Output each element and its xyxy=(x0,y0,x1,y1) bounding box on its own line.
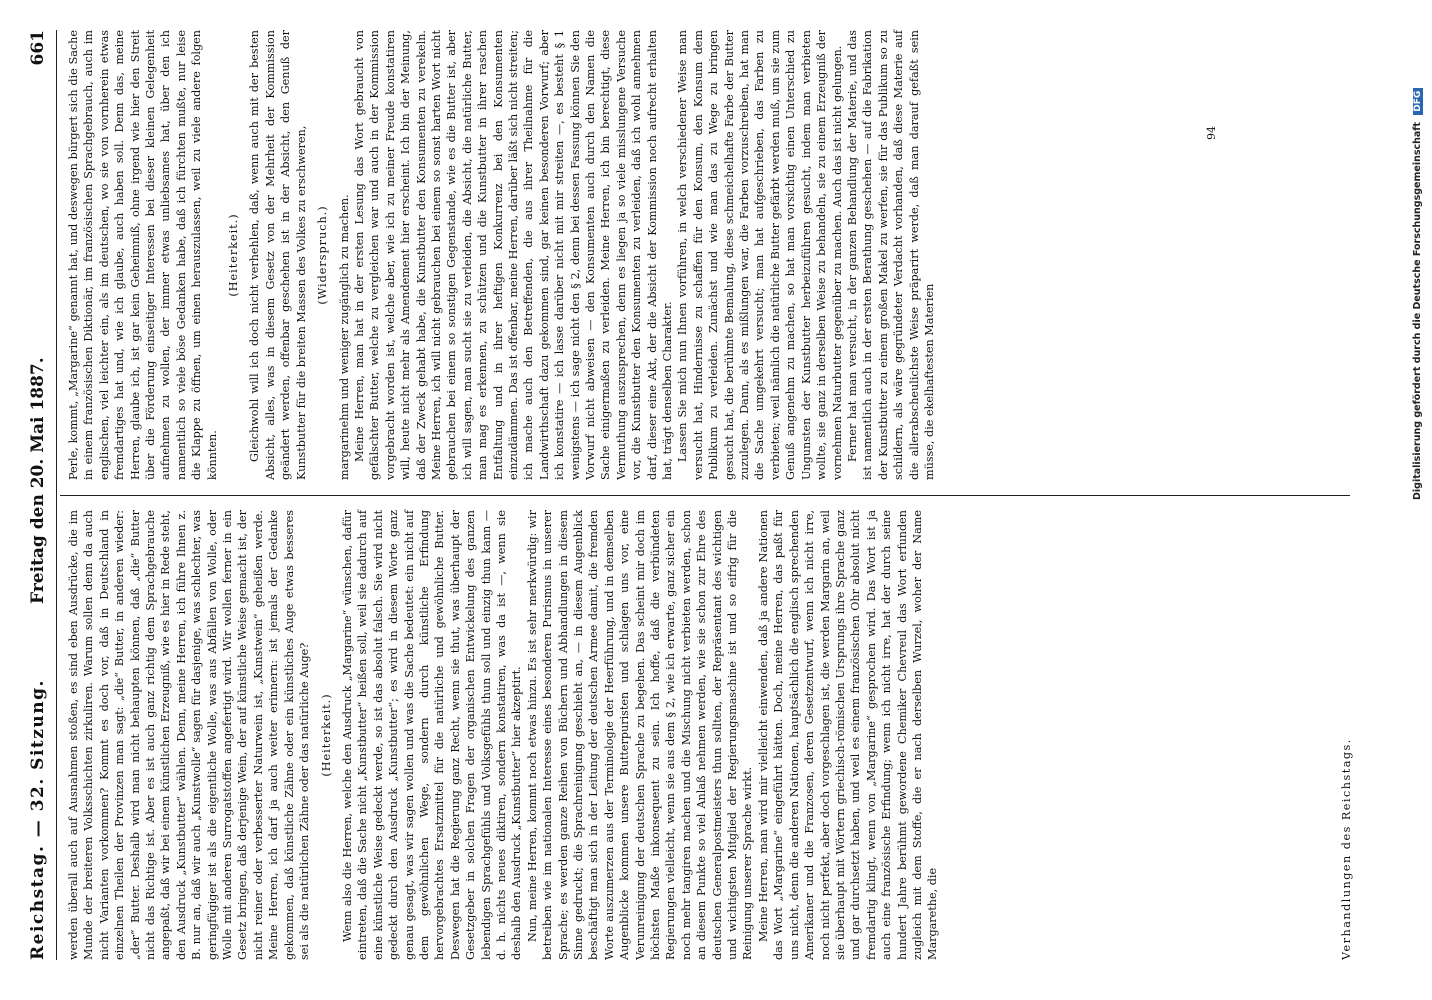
paragraph: Nun, meine Herren, kommt noch etwas hinzu. Es ist sehr merkwürdig: wir betreiben wie im nationalen Interesse eines besonderen Purismus in unserer Sprache; es werden ganze Reihen von Büchern und Abhandlungen in diesem Sinne gedruckt; die Sprachreinigung geschieht an, — in diesem Augenblick beschäftigt man sich in der Leitung der deutschen Armee damit, die fremden Worte auszumerzen aus der Terminologie der Heerführung, und in demselben Augenblicke kommen unsere Butterpuristen und schlagen uns vor, eine Verunreinigung der deutschen Sprache zu begehen. Das scheint mir doch im höchsten Maße inkonsequent zu sein. Ich hoffe, daß die verbündeten Regierungen vielleicht, wenn sie aus dem § 2, wie ich erwarte, ganz sicher ein noch mehr tangiren machen und die Mischung nicht verbieten werden, schon an diesem Punkte so viel Anlaß nehmen werden, wie sie schon zur Ehre des deutschen Generalpostmeisters thun sollten, der Repräsentant des wichtigen und wichtigsten Mitglied der Regierungsmaschine ist und so eifrig für die Reinigung unserer Sprache wirkt. xyxy=(525,510,755,960)
digitization-credit xyxy=(1412,0,1432,500)
dfg-logo: DFG xyxy=(1413,88,1423,115)
paragraph: Lassen Sie mich nun Ihnen vorführen, in welch verschiedener Weise man versucht hat, Hindernisse zu schaffen für den Konsum, den Konsum dem Publikum zu verleiden. Zunächst und wie man das zu Wege zu bringen gesucht hat, die berühmte Bemalung, diese schmeichelhafte Farbe der Butter zuzulegen. Dann, als es mißlungen war, die Farben vorzuschreiben, hat man die Sache umgekehrt versucht; man hat aufgeschrieben, das Farben zu verbieten; weil nämlich die natürliche Butter gefärbt werden muß, um sie zum Genuß angenehm zu machen, so hat man vorsichtig einen Unterschied zu Ungunsten der Kunstbutter herbeizuführen gesucht, indem man verbieten wollte, sie ganz in derselben Weise zu behandeln, sie zu einem Erzeugniß der vornehmen Naturbutter gegenüber zu machen. Auch das ist nicht gelungen. xyxy=(676,30,844,480)
credit-text: Digitalisierung gefördert durch die Deutsche Forschungsgemeinschaft xyxy=(1412,122,1423,500)
header-rule xyxy=(56,30,57,960)
sheet-signature: 94 xyxy=(1205,126,1218,140)
paragraph: Gleichwohl will ich doch nicht verhehlen, daß, wenn auch mit der besten Absicht, alles, was in diesem Gesetz von der Mehrheit der Kommission geändert werden, offenbar geschehen ist in der Absicht, den Genuß der Kunstbutter für die breiten Massen des Volkes zu erschweren, xyxy=(248,30,308,480)
footer-publication: Verhandlungen des Reichstags. xyxy=(1340,738,1353,960)
stage-direction: (Widerspruch.) xyxy=(316,205,330,305)
paragraph: Perle, kommt, „Margarine“ genannt hat, und deswegen bürgert sich die Sache in einem französischen Diktionär, im französischen Sprachgebrauch, auch im englischen, viel leichter ein, als im deutschen, wo sie von vornherein etwas fremdartiges hat und, wie ich glaube, auch haben soll. Denn das, meine Herren, glaube ich, ist gar kein Geheimniß, ohne irgend wie hier den Streit über die Förderung einseitiger Interessen bei dieser kleinen Gelegenheit aufnehmen zu wollen, der immer etwas unliebsames hat, über den ich namentlich so viele böse Gedanken habe, daß ich fürchten mußte, nur leise die Klappe zu öffnen, um einen herauszulassen, weil zu viele andere folgen könnten. xyxy=(67,30,219,480)
paragraph: Wenn also die Herren, welche den Ausdruck „Margarine“ wünschen, dafür eintreten, daß die Sache nicht „Kunstbutter“ heißen soll, weil sie dadurch auf eine künstliche Weise gedeckt werde, so ist das absolut falsch. Sie wird nicht gedeckt durch den Ausdruck „Kunstbutter“; es wird in diesem Worte ganz genau gesagt, was wir sagen wollen und was die Sache bedeutet: ein nicht auf dem gewöhnlichen Wege, sondern durch künstliche Erfindung hervorgebrachtes Ersatzmittel für die natürliche und gewöhnliche Butter. Deswegen hat die Regierung ganz Recht, wenn sie thut, was überhaupt der Gesetzgeber in solchen Fragen der organischen Entwickelung des ganzen lebendigen Sprachgefühls und Volksgefühls thun soll und einzig thun kann — d. h. nichts neues diktiren, sondern konstatiren, was da ist —, wenn sie deshalb den Ausdruck „Kunstbutter“ hier akzeptirt. xyxy=(340,510,524,960)
header-date xyxy=(28,30,48,604)
header-date-text: Freitag den 20. Mai 1887. xyxy=(28,357,48,604)
paragraph: margarinehm und weniger zugänglich zu machen. xyxy=(337,194,351,480)
header-session-title: Reichstag. — 32. Sitzung. xyxy=(28,679,48,960)
paragraph: Meine Herren, man hat in der ersten Lesung das Wort gebraucht von gefälschter Butter, welche zu vergleichen war und auch in der Kommission vorgebracht worden ist, welche aber, wie ich zu meiner Freude konstatiren will, heute nicht mehr als Amendement hier erscheint. Ich bin der Meinung, daß der Zweck gehabt habe, die Kunstbutter den Konsumenten zu verekeln. Meine Herren, ich will nicht gebrauchen bei einem so sonst harten Wort nicht gebrauchen bei einem so sonstigen Gegenstande, wie es die Butter ist, aber ich will sagen, man sucht sie zu verleiden, die Absicht, die natürliche Butter, man mag es erkennen, zu schützen und die Kunstbutter in ihrer raschen Entfaltung und in ihrer heftigen Konkurrenz bei den Konsumenten einzudämmen. Das ist offenbar, meine Herren, darüber läßt sich nicht streiten; ich mache auch den Betreffenden, die aus ihrer Theilnahme für die Landwirthschaft dazu gekommen sind, gar keinen besonderen Vorwurf; aber ich konstatire — ich lasse darüber nicht mit mir streiten —, es besteht § 1 wenigstens — ich sage nicht den § 2, denn bei dessen Fassung können Sie den Vorwurf nicht abweisen — den Konsumenten auch durch den Namen die Sache einigermaßen zu verleiden. Meine Herren, ich bin berechtigt, diese Vermuthung auszusprechen, denn es liegen ja so viele misslungene Versuche vor, die Kunstbutter den Konsumenten zu verleiden, daß ich wohl annehmen darf, dieser eine Akt, der die Absicht der Kommission noch aufrecht erhalten hat, trägt denselben Charakter. xyxy=(352,30,675,480)
right-column xyxy=(66,30,937,480)
stage-direction: (Heiterkeit.) xyxy=(319,693,333,777)
column-divider xyxy=(60,495,1350,496)
page-number: 661 xyxy=(28,30,48,66)
page-header xyxy=(28,30,58,960)
paragraph: Meine Herren, man wird mir vielleicht einwenden, daß ja andere Nationen das Wort „Margarine“ eingeführt hätten. Doch, meine Herren, das paßt für uns nicht, denn die anderen Nationen, hauptsächlich die englisch sprechenden Amerikaner und die Franzosen, deren Gesetzentwurf, wenn ich nicht irre, noch nicht perfekt, aber doch vorgeschlagen ist, die werden Margarin an, weil sie überhaupt mit Wörtern griechisch-römischen Ursprungs ihre Sprache ganz und gar durchsetzt haben, und weil es einem französischen Ohr absolut nicht fremdartig klingt, wenn von „Margarine“ gesprochen wird. Das Wort ist ja auch eine französische Erfindung; wenn ich nicht irre, hat der durch seine hundert Jahre berühmt gewordene Chemiker Chevreul das Wort erfunden zugleich mit dem Stoffe, die er nach derselben Wurzel, woher der Name Margarethe, die xyxy=(756,510,940,960)
paragraph: Ferner hat man versucht, in der ganzen Behandlung der Materie, und das ist namentlich auch in der ersten Berathung geschehen — auf die Fabrikation der Kunstbutter zu einem großen Makel zu werfen, sie für das Publikum so zu schildern, als wäre gegründeter Verdacht vorhanden, daß diese Materie auf die allerabscheulichste Weise präparirt werde, daß man darauf gefaßt sein müsse, die ekelhaftesten Materien xyxy=(845,30,936,480)
stage-direction: (Heiterkeit.) xyxy=(227,213,241,297)
paragraph: werden überall auch auf Ausnahmen stoßen, es sind eben Ausdrücke, die im Munde der breiteren Volksschichten zirkuliren. Warum sollen denn da auch nicht Varianten vorkommen? Kommt es doch vor, daß in Deutschland in einzelnen Theilen der Provinzen man sagt: „die“ Butter, in anderen wieder: „der“ Butter. Deshalb wird man nicht behaupten können, daß „die“ Butter nicht das Richtige ist. Aber es ist auch ganz richtig dem Sprachgebrauche angepaßt, daß wir bei einem künstlichen Erzeugniß, wie es hier in Rede steht, den Ausdruck „Kunstbutter“ wählen. Denn, meine Herren, ich führe Ihnen z. B. nur an, daß wir auch „Kunstwolle“ sagen für dasjenige, was schlechter, was geringfügiger ist als die eigentliche Wolle, was aus Abfällen von Wolle, oder Wolle mit anderen Surrogatstoffen angefertigt wird. Wir wollen ferner in ein Gesetz bringen, daß derjenige Wein, der auf künstliche Weise gemacht ist, der nicht reiner oder verbesserter Naturwein ist, „Kunstwein“ geheißen werde. Meine Herren, ich darf ja auch weiter erinnern: ist jemals der Gedanke gekommen, daß künstliche Zähne oder ein künstliches Auge etwas besseres sei als die natürlichen Zähne oder das natürliche Auge? xyxy=(67,510,312,960)
left-column xyxy=(66,510,941,960)
